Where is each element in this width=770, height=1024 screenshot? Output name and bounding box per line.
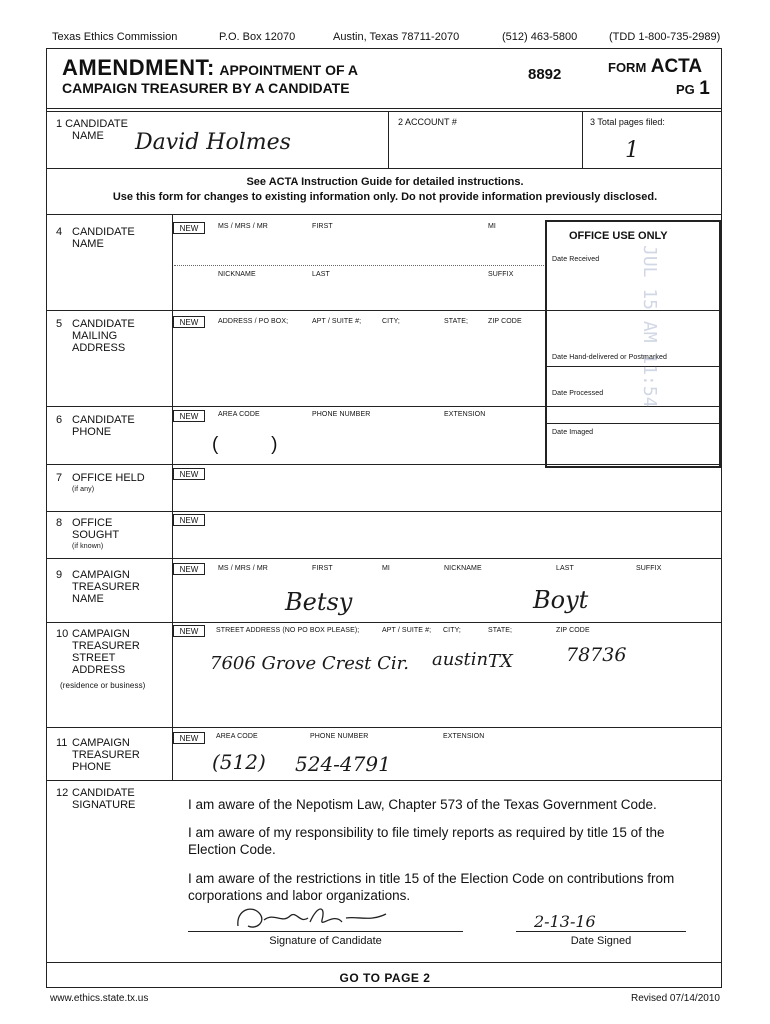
treasurer-first-name[interactable]: Betsy xyxy=(285,588,353,616)
reporting-statement: I am aware of my responsibility to file timely reports as required by title 15 of the Election Code. xyxy=(188,825,665,857)
candidate-name-label-2: NAME xyxy=(72,130,104,142)
treasurer-city[interactable]: austin xyxy=(432,649,489,670)
title-line1: APPOINTMENT OF A xyxy=(219,62,359,78)
received-stamp: JUL 15 AM 11:54 xyxy=(639,245,660,408)
field11-label: 11 CAMPAIGN xyxy=(56,737,130,749)
agency-name: Texas Ethics Commission xyxy=(52,31,178,43)
date-imaged-label: Date Imaged xyxy=(552,429,594,436)
field11-new-box[interactable]: NEW xyxy=(173,732,205,744)
f4-suffix-sub: SUFFIX xyxy=(488,271,514,278)
field5-label-3: ADDRESS xyxy=(72,342,126,354)
tdd-number: (TDD 1-800-735-2989) xyxy=(609,31,721,43)
f9-first-sub: FIRST xyxy=(312,565,333,572)
city-address: Austin, Texas 78711-2070 xyxy=(333,31,460,43)
field8-label-2: SOUGHT xyxy=(72,529,120,541)
field9-new-box[interactable]: NEW xyxy=(173,563,205,575)
field4-new-box[interactable]: NEW xyxy=(173,222,205,234)
field10-new-box[interactable]: NEW xyxy=(173,625,205,637)
website: www.ethics.state.tx.us xyxy=(50,993,149,1004)
f4-nickname-sub: NICKNAME xyxy=(218,271,256,278)
f11-area-sub: AREA CODE xyxy=(216,733,258,740)
date-received-label: Date Received xyxy=(552,256,600,263)
title-line2: CAMPAIGN TREASURER BY A CANDIDATE xyxy=(62,80,350,96)
field12-label: 12 CANDIDATE xyxy=(56,787,135,799)
f4-last-sub: LAST xyxy=(312,271,330,278)
go-to-page-2: GO TO PAGE 2 xyxy=(339,971,431,985)
nepotism-statement: I am aware of the Nepotism Law, Chapter 573 of the Texas Government Code. xyxy=(188,797,657,812)
f4-title-sub: MS / MRS / MR xyxy=(218,223,268,230)
f10-city-sub: CITY; xyxy=(443,627,461,634)
date-hand-delivered-label: Date Hand-delivered or Postmarked xyxy=(552,354,667,361)
field10-label-5: (residence or business) xyxy=(60,681,146,690)
field10-label-2: TREASURER xyxy=(72,640,140,652)
field6-label-2: PHONE xyxy=(72,426,112,438)
office-use-title: OFFICE USE ONLY xyxy=(569,230,668,242)
phone-number: (512) 463-5800 xyxy=(502,31,578,43)
form-title xyxy=(62,55,358,81)
field5-new-box[interactable]: NEW xyxy=(173,316,205,328)
field10-label-3: STREET xyxy=(72,652,116,664)
instructions-line2: Use this form for changes to existing information only. Do not provide information previously disclosed. xyxy=(112,191,658,203)
f10-zip-sub: ZIP CODE xyxy=(556,627,590,634)
field8-new-box[interactable]: NEW xyxy=(173,514,205,526)
f11-phone-sub: PHONE NUMBER xyxy=(310,733,369,740)
f10-state-sub: STATE; xyxy=(488,627,513,634)
treasurer-zip[interactable]: 78736 xyxy=(566,644,627,666)
candidate-name-label: 1 CANDIDATE xyxy=(56,118,128,130)
f9-title-sub: MS / MRS / MR xyxy=(218,565,268,572)
field7-label-2: (if any) xyxy=(72,486,95,493)
field6-label: 6 CANDIDATE xyxy=(56,414,135,426)
f9-last-sub: LAST xyxy=(556,565,574,572)
page-label: PG xyxy=(676,82,695,97)
field5-label: 5 CANDIDATE xyxy=(56,318,135,330)
f9-suffix-sub: SUFFIX xyxy=(636,565,662,572)
revised-date: Revised 07/14/2010 xyxy=(631,993,720,1004)
f4-mi-sub: MI xyxy=(488,223,496,230)
date-signed-caption: Date Signed xyxy=(570,935,632,947)
field10-label-4: ADDRESS xyxy=(72,664,126,676)
candidate-signature-drawing[interactable] xyxy=(230,900,400,934)
f5-address-sub: ADDRESS / PO BOX; xyxy=(218,318,289,325)
date-signed-value[interactable]: 2-13-16 xyxy=(534,912,596,931)
field7-label: 7 OFFICE HELD xyxy=(56,472,145,484)
total-pages-label: 3 Total pages filed: xyxy=(590,117,665,127)
field11-label-2: TREASURER xyxy=(72,749,140,761)
f5-apt-sub: APT / SUITE #; xyxy=(312,318,362,325)
account-label: 2 ACCOUNT # xyxy=(398,117,457,127)
field4-label: 4 CANDIDATE xyxy=(56,226,135,238)
f6-area-parens[interactable]: ( ) xyxy=(212,434,278,455)
f10-apt-sub: APT / SUITE #; xyxy=(382,627,432,634)
field7-new-box[interactable]: NEW xyxy=(173,468,205,480)
signature-caption: Signature of Candidate xyxy=(269,935,382,947)
field4-label-2: NAME xyxy=(72,238,104,250)
f5-state-sub: STATE; xyxy=(444,318,469,325)
f9-nickname-sub: NICKNAME xyxy=(444,565,482,572)
treasurer-last-name[interactable]: Boyt xyxy=(533,586,589,614)
contributions-statement: I am aware of the restrictions in title 15 of the Election Code on contributions from corporations and labor organizations. xyxy=(188,871,675,903)
field9-label-2: TREASURER xyxy=(72,581,140,593)
form-code xyxy=(608,56,702,78)
f11-ext-sub: EXTENSION xyxy=(443,733,485,740)
treasurer-area-code[interactable]: (512) xyxy=(212,750,266,774)
field11-label-3: PHONE xyxy=(72,761,112,773)
f10-street-sub: STREET ADDRESS (NO PO BOX PLEASE); xyxy=(216,627,360,634)
id-number: 8892 xyxy=(528,66,562,83)
treasurer-phone-number[interactable]: 524-4791 xyxy=(295,752,391,776)
page-number: 1 xyxy=(699,78,710,99)
f6-area-sub: AREA CODE xyxy=(218,411,260,418)
field8-label-3: (if known) xyxy=(72,543,104,550)
f9-mi-sub: MI xyxy=(382,565,390,572)
f4-first-sub: FIRST xyxy=(312,223,333,230)
field12-label-2: SIGNATURE xyxy=(72,799,136,811)
field8-label: 8 OFFICE xyxy=(56,517,113,529)
page-indicator xyxy=(676,78,710,100)
f6-ext-sub: EXTENSION xyxy=(444,411,486,418)
treasurer-street[interactable]: 7606 Grove Crest Cir. xyxy=(210,653,409,674)
f6-phone-sub: PHONE NUMBER xyxy=(312,411,371,418)
f5-city-sub: CITY; xyxy=(382,318,400,325)
title-amendment: AMENDMENT: xyxy=(62,55,215,80)
instructions-line1: See ACTA Instruction Guide for detailed instructions. xyxy=(246,176,524,188)
field9-label: 9 CAMPAIGN xyxy=(56,569,130,581)
po-box: P.O. Box 12070 xyxy=(219,31,296,43)
field5-label-2: MAILING xyxy=(72,330,118,342)
treasurer-state[interactable]: TX xyxy=(488,651,513,672)
form-label: FORM xyxy=(608,60,647,75)
candidate-name-value[interactable]: David Holmes xyxy=(135,130,291,155)
form-code-value: ACTA xyxy=(650,56,703,77)
field10-label: 10 CAMPAIGN xyxy=(56,628,130,640)
f5-zip-sub: ZIP CODE xyxy=(488,318,522,325)
date-processed-label: Date Processed xyxy=(552,390,604,397)
field9-label-3: NAME xyxy=(72,593,104,605)
total-pages-value[interactable]: 1 xyxy=(625,138,639,163)
field6-new-box[interactable]: NEW xyxy=(173,410,205,422)
